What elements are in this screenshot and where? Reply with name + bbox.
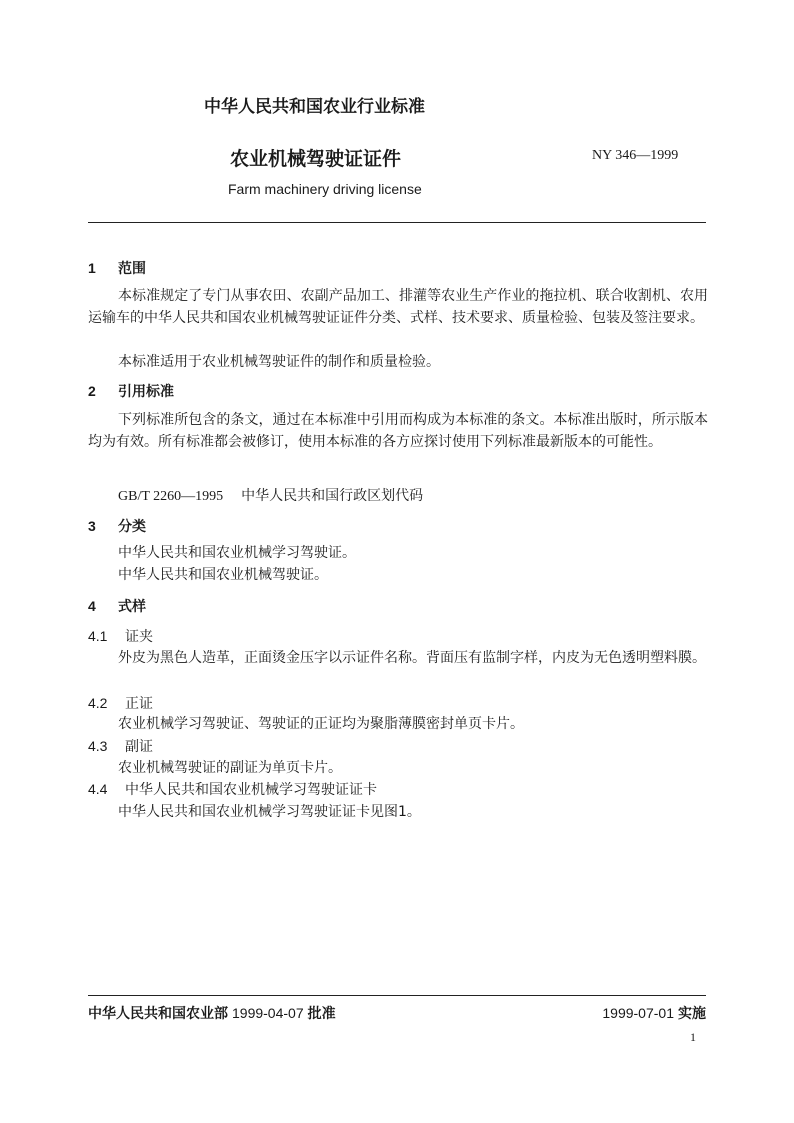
subsection-4-3-heading (88, 736, 153, 756)
section-2-heading (88, 381, 174, 401)
subsection-number: 4.3 (88, 738, 108, 754)
header-divider (88, 222, 706, 223)
section-title: 引用标准 (118, 384, 174, 400)
subsection-4-1-text: 外皮为黑色人造革，正面烫金压字以示证件名称。背面压有监制字样，内皮为无色透明塑料膜。 (118, 650, 706, 666)
english-title: Farm machinery driving license (228, 181, 422, 197)
section-2-paragraph: 下列标准所包含的条文，通过在本标准中引用而构成为本标准的条文。本标准出版时，所示版本均为有效。所有标准都会被修订，使用本标准的各方应探讨使用下列标准最新版本的可能性。 (88, 412, 708, 450)
section-1-paragraph-1: 本标准规定了专门从事农田、农副产品加工、排灌等农业生产作业的拖拉机、联合收割机、农用运输车的中华人民共和国农业机械驾驶证证件分类、式样、技术要求、质量检验、包装及签注要求。 (88, 288, 708, 326)
section-title: 分类 (118, 519, 146, 535)
section-number: 3 (88, 518, 96, 534)
subsection-number: 4.1 (88, 628, 108, 644)
approval-date: 1999-04-07 (232, 1005, 304, 1021)
section-1-paragraph-2: 本标准适用于农业机械驾驶证件的制作和质量检验。 (118, 354, 440, 370)
subsection-number: 4.4 (88, 781, 108, 797)
subsection-4-4-text: 中华人民共和国农业机械学习驾驶证证卡见图1。 (118, 804, 421, 820)
subsection-number: 4.2 (88, 695, 108, 711)
standard-title: 农业机械驾驶证证件 (230, 148, 402, 170)
subsection-4-1-heading (88, 626, 153, 646)
section-number: 2 (88, 383, 96, 399)
section-4-heading (88, 596, 146, 616)
footer-divider (88, 995, 706, 996)
approval-label: 批准 (307, 1006, 336, 1022)
subsection-title: 中华人民共和国农业机械学习驾驶证证卡 (125, 782, 377, 798)
section-title: 式样 (118, 599, 146, 615)
section-number: 4 (88, 598, 96, 614)
page-number: 1 (690, 1030, 696, 1044)
reference-title: 中华人民共和国行政区划代码 (241, 488, 424, 504)
implementation-date: 1999-07-01 (602, 1005, 674, 1021)
standard-code: NY 346—1999 (592, 148, 679, 163)
reference-code: GB/T 2260—1995 (118, 489, 224, 504)
classification-item-2: 中华人民共和国农业机械驾驶证。 (118, 567, 328, 583)
subsection-4-4-heading (88, 779, 377, 799)
section-title: 范围 (118, 261, 146, 277)
subsection-title: 证夹 (125, 629, 153, 645)
section-3-heading (88, 516, 146, 536)
subsection-4-2-text: 农业机械学习驾驶证、驾驶证的正证均为聚脂薄膜密封单页卡片。 (118, 716, 524, 732)
approval-line (88, 1003, 336, 1023)
subsection-title: 副证 (125, 739, 153, 755)
section-1-heading (88, 258, 146, 278)
subsection-4-2-heading (88, 693, 153, 713)
implementation-line (602, 1003, 706, 1023)
subsection-title: 正证 (125, 696, 153, 712)
section-number: 1 (88, 260, 96, 276)
implementation-label: 实施 (678, 1006, 706, 1022)
reference-entry (118, 485, 423, 505)
issuer: 中华人民共和国农业部 (88, 1006, 228, 1022)
classification-item-1: 中华人民共和国农业机械学习驾驶证。 (118, 545, 356, 561)
issuing-body-heading: 中华人民共和国农业行业标准 (204, 97, 425, 117)
subsection-4-3-text: 农业机械驾驶证的副证为单页卡片。 (118, 760, 342, 776)
